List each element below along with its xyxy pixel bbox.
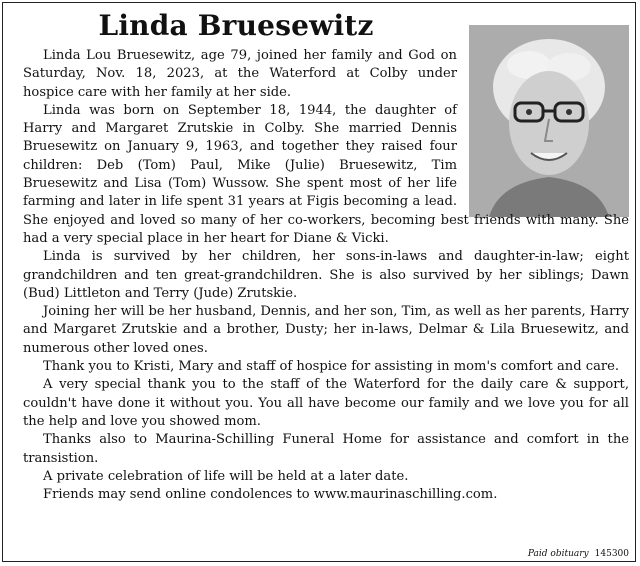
paid-obituary-footer [528,549,629,559]
paragraph: Linda is survived by her children, her sons-in-laws and daughter-in-law; eight grandchildren and ten great-grandchildren. She is also survived by her siblings; Dawn (Bud) Littleton and Terry (Jude) Zrutskie. [23,249,629,301]
paragraph: A very special thank you to the staff of the Waterford for the daily care & support, couldn't have done it without you. You all have become our family and we love you for all the help and love you showed mom. [23,377,629,429]
paragraph: Friends may send online condolences to www.maurinaschilling.com. [43,487,498,503]
paragraph: Thanks also to Maurina-Schilling Funeral Home for assistance and comfort in the transistion. [23,432,629,466]
obituary-number: 145300 [594,549,629,559]
paid-obituary-label: Paid obituary [527,549,589,559]
paragraph: Joining her will be her husband, Dennis, and her son, Tim, as well as her parents, Harry and Margaret Zrutskie and a brother, Dusty; her in-laws, Delmar & Lila Bruesewitz, and numerous other loved ones. [23,304,629,356]
obituary-name: Linda Bruesewitz [98,9,374,42]
paragraph: A private celebration of life will be held at a later date. [43,468,409,484]
paragraph: Linda Lou Bruesewitz, age 79, joined her family and God on Saturday, Nov. 18, 2023, at the Waterford at Colby under hospice care with her family at her side. [23,48,457,100]
paragraph: Linda was born on September 18, 1944, the daughter of Harry and Margaret Zrutskie in Colby. She married Dennis Bruesewitz on January 9, 1963, and together they raised four children: Deb (Tom) Paul, Mike (Julie) Bruesewitz, Tim Bruesewitz and Lisa (Tom) Wussow. She spent most of her life farming and later in life spent 31 years at Figis becoming a lead. She enjoyed and loved so many of her co-workers, becoming best friends with many. She had a very special place in her heart for Diane & Vicki. [23,102,629,246]
obituary-notice [2,2,636,562]
obituary-body [23,47,629,504]
paragraph: Thank you to Kristi, Mary and staff of hospice for assisting in mom's comfort and care. [43,359,620,375]
